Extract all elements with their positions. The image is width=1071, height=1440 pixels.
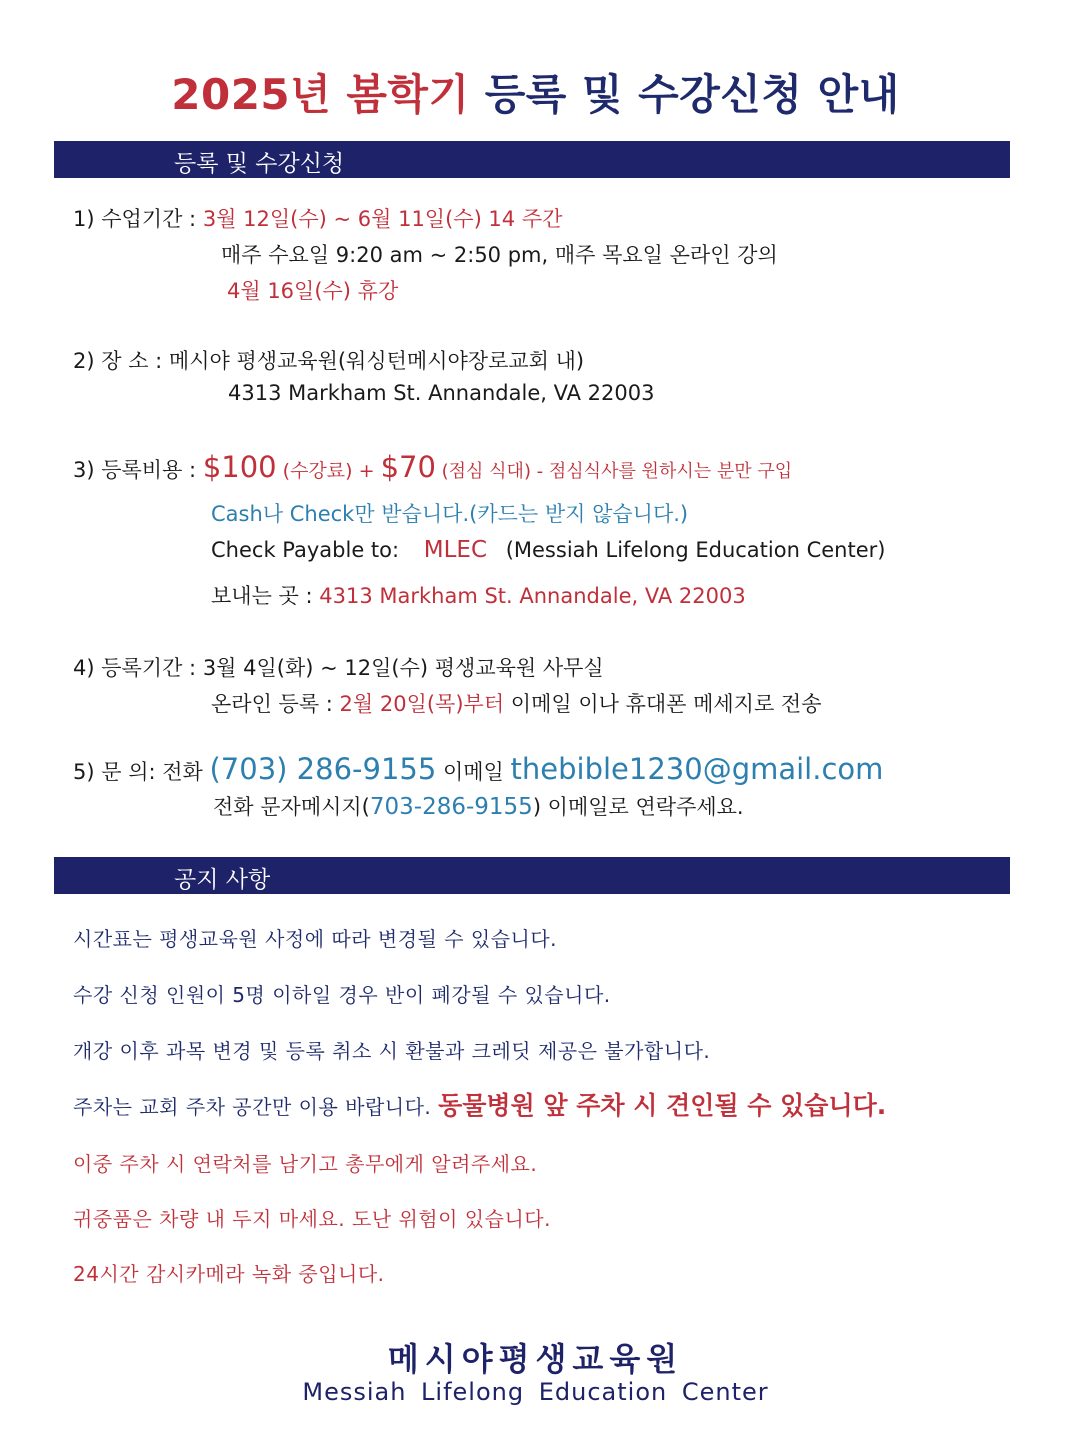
item-location	[73, 345, 584, 375]
notice-4	[73, 1086, 886, 1122]
item3-payable-label: Check Payable to:	[211, 538, 400, 562]
item5-text-phone[interactable]: 703-286-9155	[369, 794, 533, 820]
item3-fee2: $70	[380, 450, 436, 484]
section-bar-registration	[54, 141, 1010, 178]
item5-text-contact	[213, 791, 744, 821]
footer-name-english: Messiah Lifelong Education Center	[302, 1378, 769, 1406]
item5-email[interactable]: thebible1230@gmail.com	[510, 752, 884, 786]
item5-phone[interactable]: (703) 286-9155	[209, 752, 437, 786]
notice-2: 수강 신청 인원이 5명 이하일 경우 반이 폐강될 수 있습니다.	[73, 983, 611, 1007]
item-fees	[73, 450, 792, 484]
notice-3: 개강 이후 과목 변경 및 등록 취소 시 환불과 크레딧 제공은 불가합니다.	[73, 1039, 711, 1063]
item3-fee1: $100	[202, 450, 277, 484]
item4-period: 3월 4일(화) ~ 12일(수) 평생교육원 사무실	[202, 656, 604, 680]
item3-payable	[211, 537, 885, 563]
item4-online-date: 2월 20일(목)부터	[339, 692, 505, 716]
title-rest: 등록 및 수강신청 안내	[469, 70, 900, 119]
notice-4-b: 동물병원 앞 주차 시 견인될 수 있습니다.	[438, 1091, 887, 1120]
item5-phone-label: 전화	[162, 760, 210, 784]
section-bar-notices	[54, 857, 1010, 894]
item3-payable-name: MLEC	[423, 537, 488, 563]
section-heading-registration: 등록 및 수강신청	[174, 151, 345, 177]
notice-7: 24시간 감시카메라 녹화 중입니다.	[73, 1262, 385, 1286]
item3-fee2-note: (점심 식대) - 점심식사를 원하시는 분만 구입	[435, 461, 793, 482]
notice-6: 귀중품은 차량 내 두지 마세요. 도난 위험이 있습니다.	[73, 1207, 551, 1231]
notice-1: 시간표는 평생교육원 사정에 따라 변경될 수 있습니다.	[73, 927, 558, 951]
item3-fee1-note: (수강료) +	[276, 460, 381, 482]
item4-online	[211, 688, 822, 718]
notice-5: 이중 주차 시 연락처를 남기고 총무에게 알려주세요.	[73, 1152, 538, 1176]
item2-address: 4313 Markham St. Annandale, VA 22003	[228, 381, 655, 405]
page-title	[0, 62, 1071, 122]
item3-label: 3) 등록비용 :	[73, 458, 203, 482]
item-class-period	[73, 203, 562, 233]
title-term: 2025년 봄학기	[171, 70, 470, 119]
item1-holiday: 4월 16일(수) 휴강	[227, 279, 399, 303]
item3-mail-address: 4313 Markham St. Annandale, VA 22003	[319, 584, 746, 608]
item1-label: 1) 수업기간 :	[73, 207, 203, 231]
item5-text-suffix: ) 이메일로 연락주세요.	[532, 795, 744, 819]
item4-online-label: 온라인 등록 :	[211, 692, 340, 716]
item5-label: 5) 문 의:	[73, 760, 163, 784]
item-contact	[73, 752, 883, 786]
footer-name-korean: 메시야평생교육원	[387, 1340, 684, 1378]
item2-label: 2) 장 소 :	[73, 349, 169, 373]
item5-text-prefix: 전화 문자메시지(	[213, 795, 370, 819]
item3-mail-label: 보내는 곳 :	[211, 584, 320, 608]
notice-4-a: 주차는 교회 주차 공간만 이용 바랍니다.	[73, 1095, 439, 1119]
item4-online-note: 이메일 이나 휴대폰 메세지로 전송	[504, 692, 822, 716]
item3-payment-note: Cash나 Check만 받습니다.(카드는 받지 않습니다.)	[211, 502, 689, 526]
item-registration-period	[73, 652, 604, 682]
item4-label: 4) 등록기간 :	[73, 656, 203, 680]
item3-payable-full: (Messiah Lifelong Education Center)	[505, 538, 886, 562]
section-heading-notices: 공지 사항	[174, 867, 271, 893]
item3-mail	[211, 580, 746, 610]
item2-place: 메시야 평생교육원(워싱턴메시야장로교회 내)	[168, 349, 585, 373]
item1-dates: 3월 12일(수) ~ 6월 11일(수) 14 주간	[202, 207, 563, 231]
item1-schedule: 매주 수요일 9:20 am ~ 2:50 pm, 매주 목요일 온라인 강의	[221, 243, 778, 267]
item5-email-label: 이메일	[436, 760, 511, 784]
